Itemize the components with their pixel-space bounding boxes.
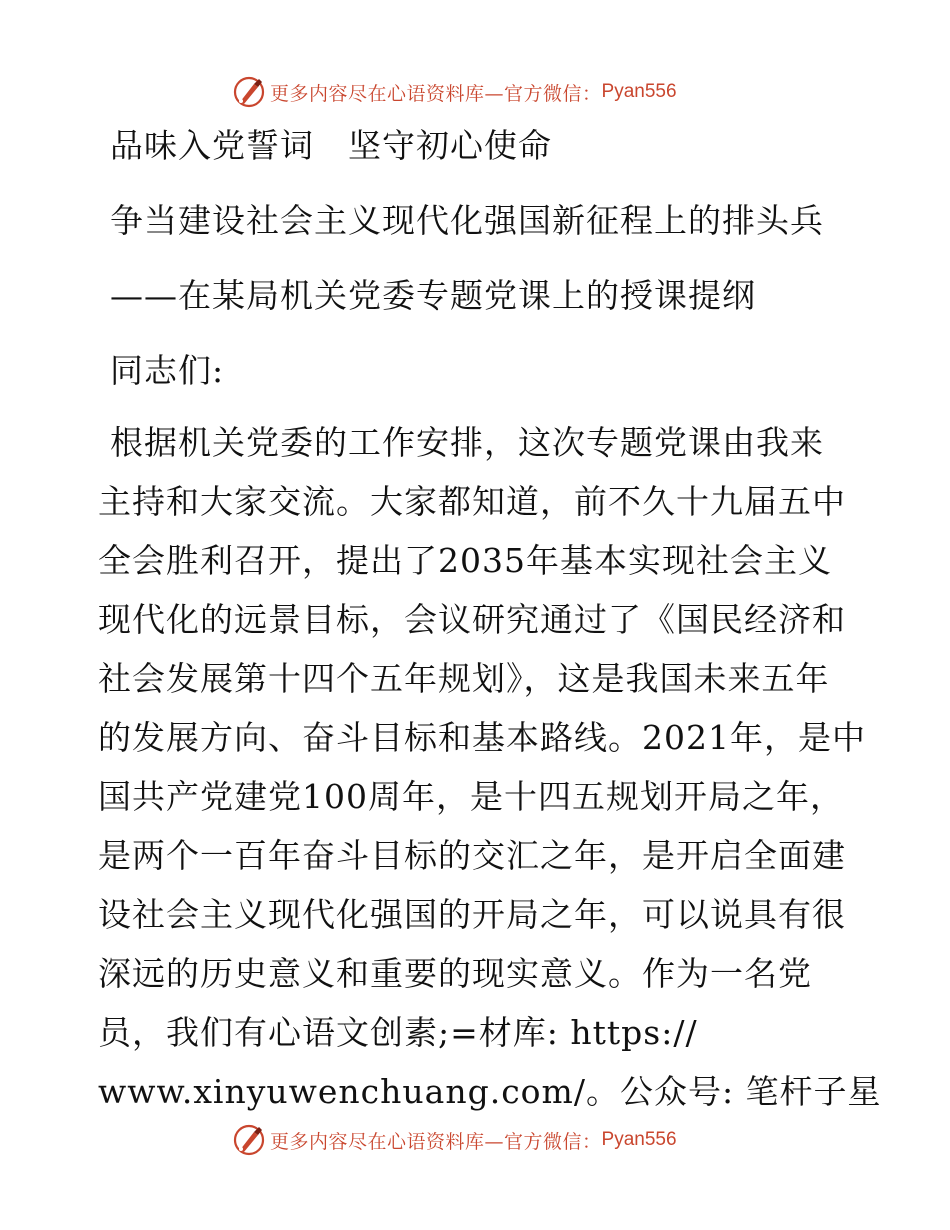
watermark-wechat-id: Pyan556	[601, 81, 677, 102]
quill-pen-logo-icon	[232, 1123, 266, 1157]
title-line-3: ——在某局机关党委专题党课上的授课提纲	[110, 276, 756, 315]
body-line-8: 是两个一百年奋斗目标的交汇之年，是开启全面建	[98, 836, 846, 875]
watermark-text: 更多内容尽在心语资料库—官方微信：	[270, 1130, 602, 1153]
footer-watermark	[232, 1120, 677, 1160]
body-line-6: 的发展方向、奋斗目标和基本路线。2021年，是中	[98, 718, 866, 757]
body-line-1: 根据机关党委的工作安排，这次专题党课由我来	[110, 423, 824, 462]
body-line-5: 社会发展第十四个五年规划》，这是我国未来五年	[98, 659, 830, 698]
body-line-11: 员，我们有心语文创素;=材库: https://	[98, 1013, 698, 1052]
body-line-2: 主持和大家交流。大家都知道，前不久十九届五中	[98, 482, 846, 521]
quill-pen-logo-icon	[232, 75, 266, 109]
watermark-wechat-id: Pyan556	[601, 1129, 677, 1150]
title-line-2: 争当建设社会主义现代化强国新征程上的排头兵	[110, 201, 824, 240]
watermark-text: 更多内容尽在心语资料库—官方微信：	[270, 82, 602, 105]
header-watermark	[232, 72, 677, 112]
body-line-12: www.xinyuwenchuang.com/。公众号: 笔杆子星	[98, 1072, 882, 1111]
title-line-1: 品味入党誓词 坚守初心使命	[110, 126, 552, 165]
body-line-4: 现代化的远景目标，会议研究通过了《国民经济和	[98, 600, 846, 639]
body-line-7: 国共产党建党100周年，是十四五规划开局之年，	[98, 777, 844, 816]
body-line-9: 设社会主义现代化强国的开局之年，可以说具有很	[98, 895, 846, 934]
body-line-10: 深远的历史意义和重要的现实意义。作为一名党	[98, 954, 812, 993]
salutation: 同志们:	[110, 351, 225, 390]
body-line-3: 全会胜利召开，提出了2035年基本实现社会主义	[98, 541, 832, 580]
